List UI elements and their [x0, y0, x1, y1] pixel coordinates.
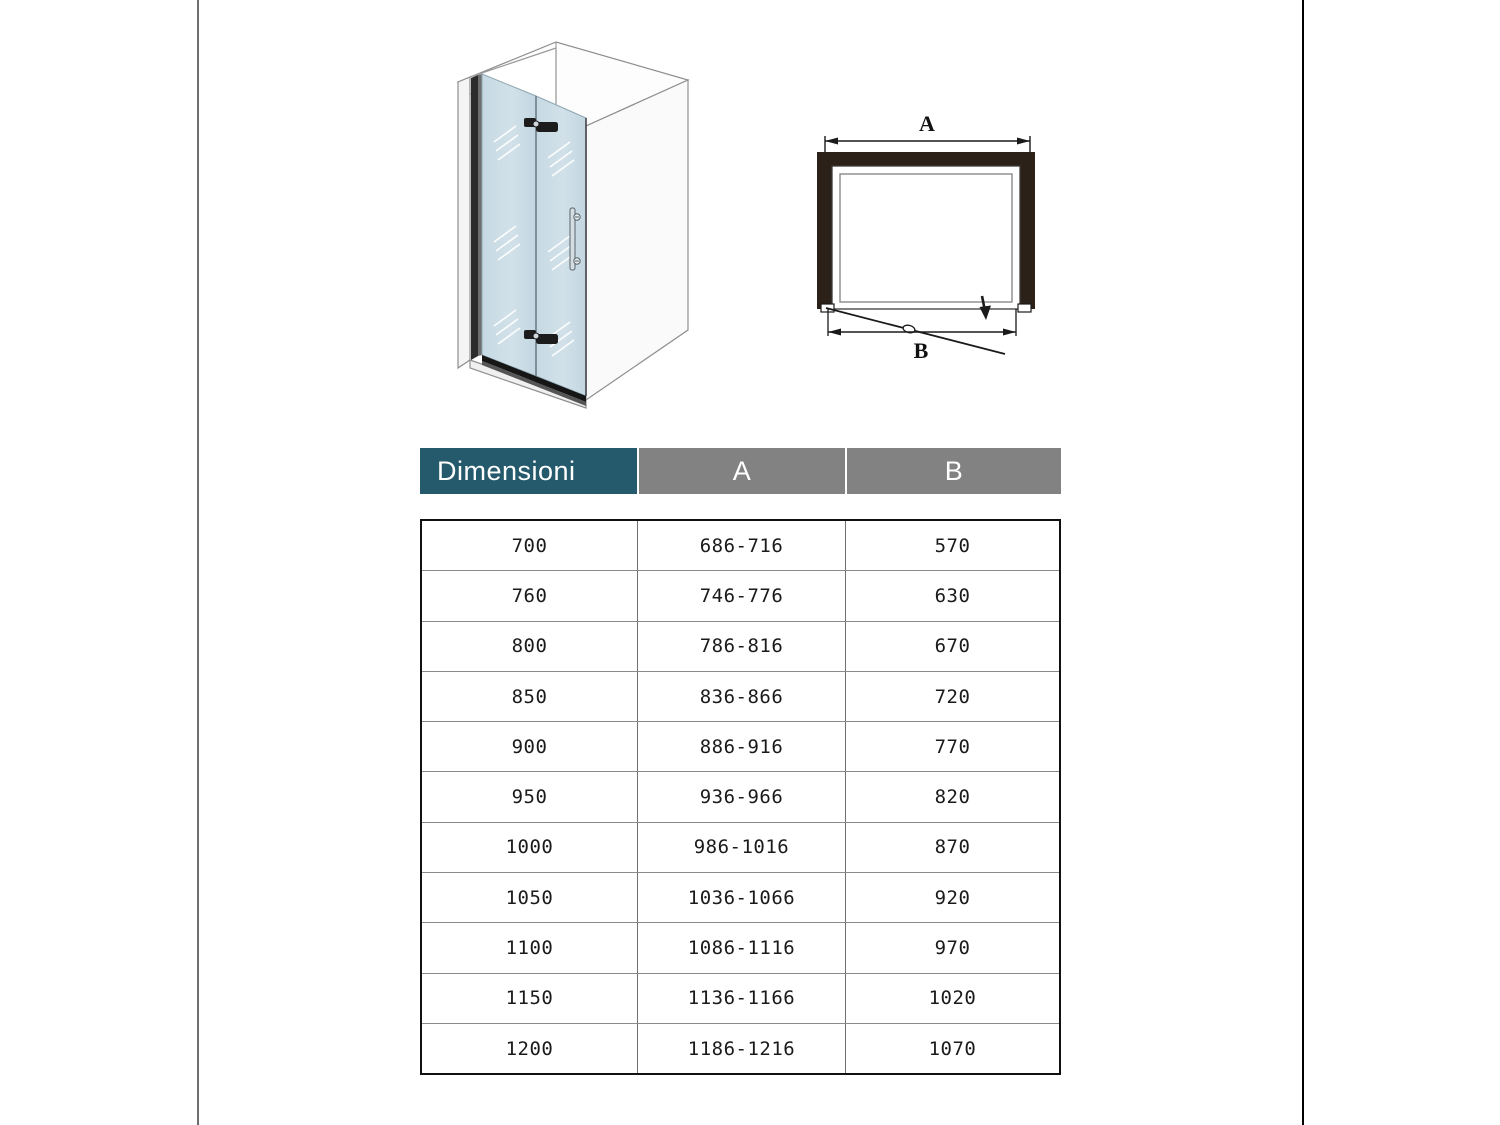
table-cell-a: 1136-1166: [637, 974, 845, 1023]
table-cell-a: 886-916: [637, 722, 845, 771]
table-cell-dimensioni: 1000: [505, 836, 554, 859]
table-row: [422, 721, 1059, 771]
table-cell-dimensioni: 950: [511, 786, 548, 809]
table-cell-b: 970: [845, 923, 1059, 972]
plan-pivot-blocks: [821, 304, 1031, 312]
table-cell-b: 1020: [845, 974, 1059, 1023]
dimension-a-group: [825, 111, 1030, 152]
table-row: [422, 771, 1059, 821]
glass-panel-door: [536, 96, 586, 396]
table-cell-a: 786-816: [637, 622, 845, 671]
table-cell-dimensioni: 900: [511, 735, 548, 758]
table-header-row: [420, 448, 1061, 494]
table-cell-b: 570: [845, 521, 1059, 570]
table-row: [422, 621, 1059, 671]
table-row: [422, 973, 1059, 1023]
table-row: [422, 671, 1059, 721]
table-cell-a: 936-966: [637, 772, 845, 821]
dimension-b-label: B: [913, 338, 929, 363]
table-cell-a: 986-1016: [637, 823, 845, 872]
table-cell-b: 770: [845, 722, 1059, 771]
wall-jamb-profile: [471, 74, 482, 360]
table-cell-b: 630: [845, 571, 1059, 620]
page-rule-line-right: [1302, 0, 1304, 1125]
table-body: [420, 519, 1061, 1075]
table-cell-b: 720: [845, 672, 1059, 721]
table-cell-a: 1186-1216: [637, 1024, 845, 1073]
table-cell-a: 836-866: [637, 672, 845, 721]
table-cell-a: 746-776: [637, 571, 845, 620]
table-cell-a: 686-716: [637, 521, 845, 570]
table-cell-b: 920: [845, 873, 1059, 922]
table-cell-b: 820: [845, 772, 1059, 821]
shower-enclosure-isometric-illustration: [420, 30, 720, 430]
dimension-b-group: [828, 309, 1016, 363]
table-cell-a: 1036-1066: [637, 873, 845, 922]
door-swing-direction-arrow: [980, 296, 992, 320]
table-row: [422, 1023, 1059, 1073]
table-row: [422, 922, 1059, 972]
table-cell-dimensioni: 800: [511, 635, 548, 658]
table-cell-dimensioni: 760: [511, 584, 548, 607]
table-cell-dimensioni: 1100: [505, 937, 554, 960]
dimensions-table: [420, 448, 1061, 1075]
table-row: [422, 872, 1059, 922]
table-header-b: B: [845, 448, 1061, 494]
table-cell-dimensioni: 1050: [505, 886, 554, 909]
table-row: [422, 822, 1059, 872]
table-cell-a: 1086-1116: [637, 923, 845, 972]
table-row: [422, 570, 1059, 620]
shower-enclosure-plan-illustration: [790, 100, 1085, 395]
table-cell-b: 670: [845, 622, 1059, 671]
dimension-a-label: A: [919, 111, 935, 136]
table-cell-dimensioni: 700: [511, 534, 548, 557]
table-cell-b: 870: [845, 823, 1059, 872]
table-cell-dimensioni: 1200: [505, 1037, 554, 1060]
table-cell-dimensioni: 1150: [505, 987, 554, 1010]
page-rule-line-left: [197, 0, 199, 1125]
table-cell-dimensioni: 850: [511, 685, 548, 708]
table-header-a: A: [637, 448, 845, 494]
table-row: [422, 521, 1059, 570]
table-header-dimensioni: Dimensioni: [420, 448, 637, 494]
table-cell-b: 1070: [845, 1024, 1059, 1073]
plan-frame: [817, 152, 1035, 309]
